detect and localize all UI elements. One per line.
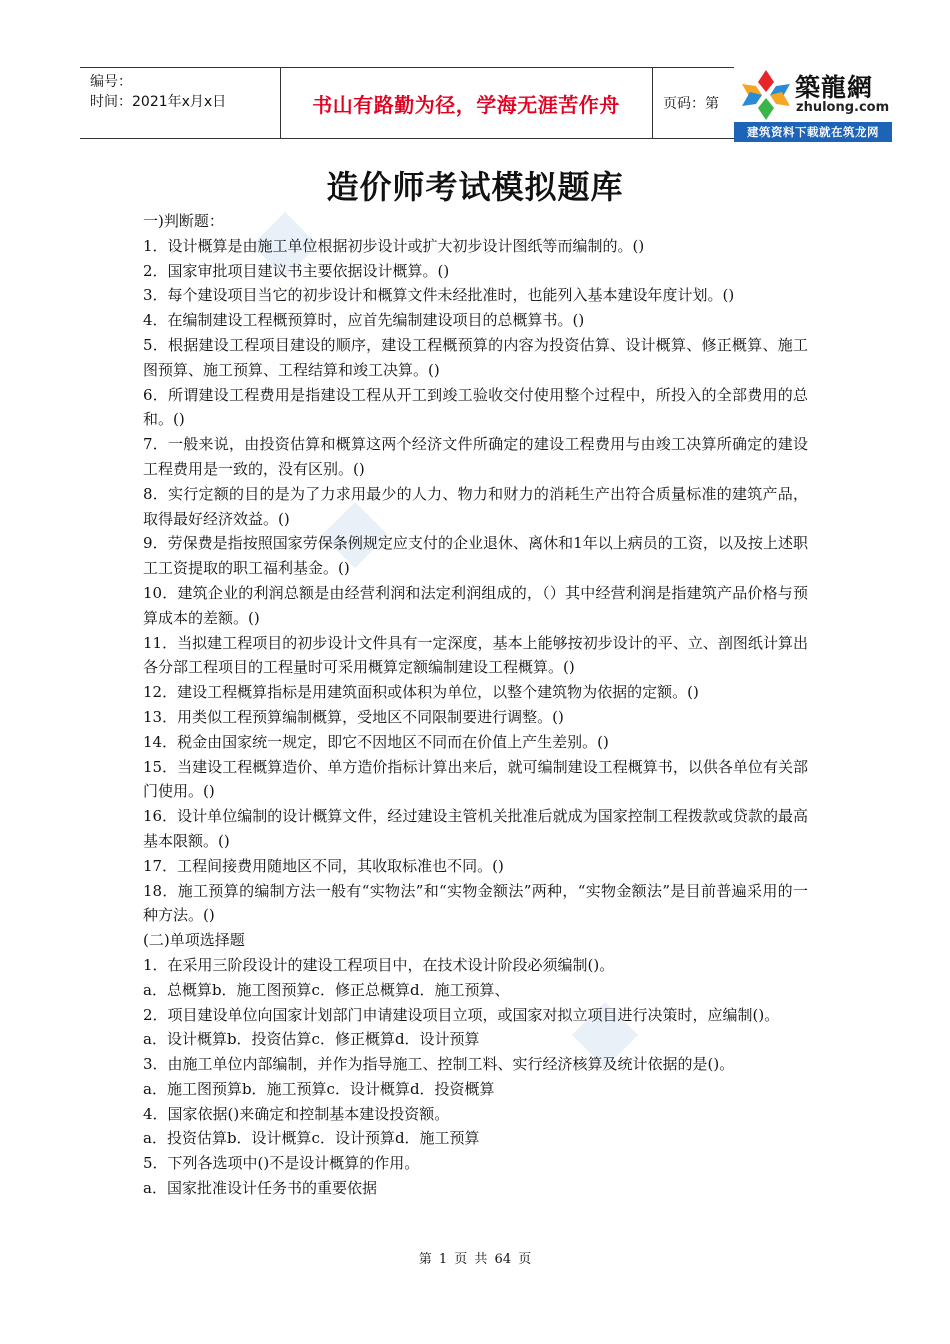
document-line: 17．工程间接费用随地区不同，其收取标准也不同。() — [143, 856, 504, 875]
document-line: 11．当拟建工程项目的初步设计文件具有一定深度，基本上能够按初步设计的平、立、剖图纸计算出各分部工程项目的工程量时可采用概算定额编制建设工程概算。() — [143, 633, 808, 677]
document-line: 一)判断题： — [143, 212, 224, 230]
document-line: 18．施工预算的编制方法一般有“实物法”和“实物金额法”两种，“实物金额法”是目前普遍采用的一种方法。() — [143, 881, 808, 925]
document-line: 1．设计概算是由施工单位根据初步设计或扩大初步设计图纸等而编制的。() — [143, 236, 645, 255]
document-line: 9．劳保费是指按照国家劳保条例规定应支付的企业退休、离休和1年以上病员的工资，以及按上述职工工资提取的职工福利基金。() — [143, 534, 808, 578]
document-line: 16．设计单位编制的设计概算文件，经过建设主管机关批准后就成为国家控制工程拨款或贷款的最高基本限额。() — [143, 807, 808, 850]
document-line: 4．在编制建设工程概预算时，应首先编制建设项目的总概算书。() — [143, 311, 585, 330]
document-title: 造价师考试模拟题库 — [326, 168, 624, 206]
document-line: 3．由施工单位内部编制，并作为指导施工、控制工料、实行经济核算及统计依据的是()。 — [143, 1055, 735, 1074]
document-line: a．投资估算b．设计概算c．设计预算d．施工预算 — [143, 1129, 480, 1148]
document-date-label: 时间：2021年x月x日 — [90, 94, 227, 110]
logo-url: zhulong.com — [796, 100, 890, 115]
zhulong-snowflake-icon — [738, 68, 794, 122]
document-line: 1．在采用三阶段设计的建设工程项目中，在技术设计阶段必须编制()。 — [143, 955, 615, 974]
document-number-label: 编号： — [90, 74, 132, 90]
document-line: 4．国家依据()来确定和控制基本建设投资额。 — [143, 1104, 450, 1123]
document-line: 10．建筑企业的利润总额是由经营利润和法定利润组成的，（）其中经营利润是指建筑产品价格与预算成本的差额。() — [143, 583, 808, 627]
document-body — [143, 209, 808, 1201]
logo-name: 築龍網 — [795, 73, 874, 102]
document-line: 3．每个建设项目当它的初步设计和概算文件未经批准时，也能列入基本建设年度计划。() — [143, 286, 735, 305]
document-line: 2．国家审批项目建议书主要依据设计概算。() — [143, 261, 450, 280]
document-line: 5．下列各选项中()不是设计概算的作用。 — [143, 1154, 420, 1173]
document-line: 13．用类似工程预算编制概算，受地区不同限制要进行调整。() — [143, 707, 564, 726]
document-line: 12．建设工程概算指标是用建筑面积或体积为单位，以整个建筑物为依据的定额。() — [143, 683, 699, 702]
zhulong-logo — [734, 66, 894, 142]
header-motto: 书山有路勤为径，学海无涯苦作舟 — [312, 92, 620, 117]
document-line: a．国家批准设计任务书的重要依据 — [143, 1179, 377, 1198]
document-line: 5．根据建设工程项目建设的顺序，建设工程概预算的内容为投资估算、设计概算、修正概算、施工图预算、施工预算、工程结算和竣工决算。() — [143, 335, 808, 379]
header-page-label: 页码：第 — [663, 96, 719, 112]
document-line: 14．税金由国家统一规定，即它不因地区不同而在价值上产生差别。() — [143, 732, 609, 751]
page-footer: 第 1 页 共 64 页 — [418, 1252, 532, 1267]
document-line: 6．所谓建设工程费用是指建设工程从开工到竣工验收交付使用整个过程中，所投入的全部费用的总和。() — [143, 385, 808, 429]
header-divider — [652, 68, 653, 138]
document-line: a．总概算b．施工图预算c．修正总概算d．施工预算、 — [143, 980, 510, 999]
document-line: a．施工图预算b．施工预算c．设计概算d．投资概算 — [143, 1079, 495, 1098]
document-line: 7．一般来说，由投资估算和概算这两个经济文件所确定的建设工程费用与由竣工决算所确定的建设工程费用是一致的，没有区别。() — [143, 435, 808, 478]
document-line: 8．实行定额的目的是为了力求用最少的人力、物力和财力的消耗生产出符合质量标准的建筑产品，取得最好经济效益。() — [143, 484, 808, 528]
logo-slogan: 建筑资料下载就在筑龙网 — [734, 122, 892, 142]
document-line: (二)单项选择题 — [143, 931, 245, 950]
document-line: 2．项目建设单位向国家计划部门申请建设项目立项，或国家对拟立项目进行决策时，应编制()。 — [143, 1005, 780, 1024]
header-meta — [80, 68, 280, 138]
document-line: 15．当建设工程概算造价、单方造价指标计算出来后，就可编制建设工程概算书，以供各单位有关部门使用。() — [143, 757, 808, 801]
document-line: a．设计概算b．投资估算c．修正概算d．设计预算 — [143, 1030, 480, 1049]
